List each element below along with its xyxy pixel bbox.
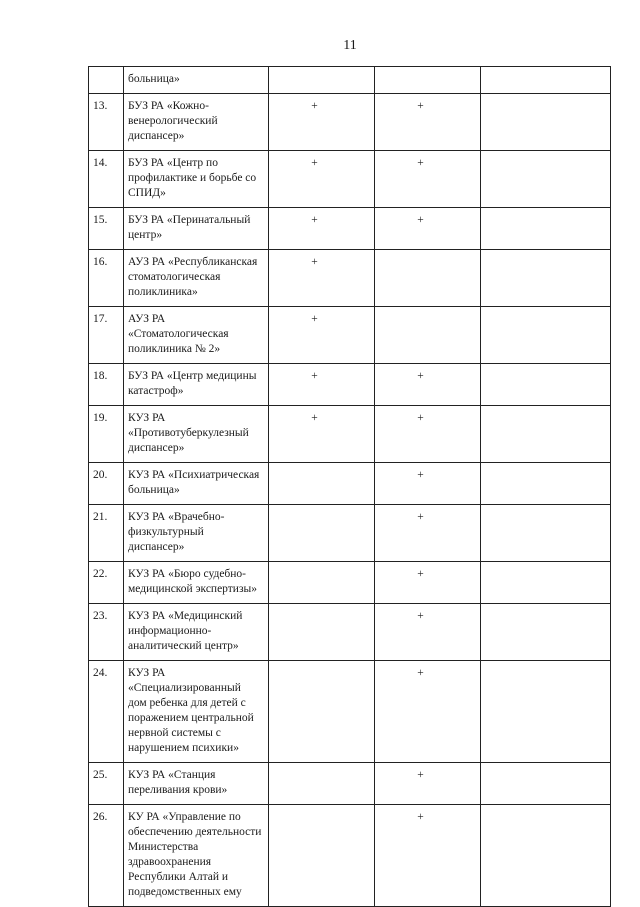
mark-cell-col-a <box>269 604 375 661</box>
mark-cell-col-a: + <box>269 250 375 307</box>
mark-cell-col-a <box>269 67 375 94</box>
institution-name <box>124 604 269 661</box>
institution-name-line: БУЗ РА «Кожно- <box>128 100 209 112</box>
institution-name-line: «Специализированный <box>128 682 241 694</box>
institution-name-line: диспансер» <box>128 541 185 553</box>
mark-cell-col-b <box>375 67 481 94</box>
mark-cell-col-a: + <box>269 406 375 463</box>
institution-name-line: БУЗ РА «Перинатальный <box>128 214 251 226</box>
table-row <box>89 805 611 907</box>
institution-name-line: больница» <box>128 484 180 496</box>
institution-name-line: аналитический центр» <box>128 640 239 652</box>
table-row <box>89 67 611 94</box>
row-number: 22. <box>89 562 124 604</box>
table-row <box>89 94 611 151</box>
mark-cell-col-b: + <box>375 763 481 805</box>
institution-name-line: БУЗ РА «Центр медицины <box>128 370 257 382</box>
mark-cell-col-b: + <box>375 463 481 505</box>
institution-name-line: СПИД» <box>128 187 166 199</box>
mark-cell-col-a <box>269 763 375 805</box>
table-row <box>89 505 611 562</box>
row-number: 17. <box>89 307 124 364</box>
mark-cell-col-b: + <box>375 151 481 208</box>
mark-cell-col-a <box>269 562 375 604</box>
institution-name <box>124 307 269 364</box>
row-number: 16. <box>89 250 124 307</box>
institution-name <box>124 67 269 94</box>
table-row <box>89 307 611 364</box>
mark-cell-col-a <box>269 505 375 562</box>
institution-name-line: поражением центральной <box>128 712 254 724</box>
table-row <box>89 406 611 463</box>
mark-cell-col-c <box>481 661 611 763</box>
mark-cell-col-c <box>481 463 611 505</box>
institution-name-line: АУЗ РА <box>128 313 166 325</box>
row-number: 26. <box>89 805 124 907</box>
mark-cell-col-b: + <box>375 406 481 463</box>
mark-cell-col-b <box>375 250 481 307</box>
mark-cell-col-a: + <box>269 364 375 406</box>
mark-cell-col-b: + <box>375 661 481 763</box>
institution-name-line: стоматологическая <box>128 271 221 283</box>
mark-cell-col-b: + <box>375 805 481 907</box>
table-row <box>89 661 611 763</box>
table-row <box>89 463 611 505</box>
institution-name-line: КУЗ РА «Станция <box>128 769 216 781</box>
row-number: 18. <box>89 364 124 406</box>
institution-name-line: центр» <box>128 229 163 241</box>
institution-name-line: АУЗ РА «Республиканская <box>128 256 258 268</box>
row-number: 21. <box>89 505 124 562</box>
institution-name <box>124 208 269 250</box>
institution-name-line: КУЗ РА «Медицинский <box>128 610 243 622</box>
institution-name-line: Министерства <box>128 841 199 853</box>
institution-name-line: поликлиника № 2» <box>128 343 221 355</box>
mark-cell-col-b: + <box>375 604 481 661</box>
institution-name <box>124 406 269 463</box>
row-number: 14. <box>89 151 124 208</box>
row-number: 23. <box>89 604 124 661</box>
institution-name-line: венерологический <box>128 115 218 127</box>
institution-name-line: «Стоматологическая <box>128 328 229 340</box>
mark-cell-col-c <box>481 805 611 907</box>
mark-cell-col-c <box>481 604 611 661</box>
mark-cell-col-c <box>481 406 611 463</box>
mark-cell-col-b: + <box>375 505 481 562</box>
institution-name-line: КУ РА «Управление по <box>128 811 241 823</box>
institution-name <box>124 562 269 604</box>
row-number: 25. <box>89 763 124 805</box>
institution-name <box>124 805 269 907</box>
table-row <box>89 364 611 406</box>
institution-name-line: КУЗ РА <box>128 667 166 679</box>
institution-name <box>124 364 269 406</box>
institution-name <box>124 94 269 151</box>
row-number: 15. <box>89 208 124 250</box>
institution-name-line: больница» <box>128 73 180 85</box>
mark-cell-col-a <box>269 463 375 505</box>
mark-cell-col-a: + <box>269 151 375 208</box>
row-number <box>89 67 124 94</box>
table-row <box>89 250 611 307</box>
mark-cell-col-c <box>481 208 611 250</box>
mark-cell-col-a: + <box>269 208 375 250</box>
institution-name-line: КУЗ РА «Психиатрическая <box>128 469 260 481</box>
mark-cell-col-b <box>375 307 481 364</box>
mark-cell-col-c <box>481 151 611 208</box>
mark-cell-col-c <box>481 505 611 562</box>
institution-name-line: здравоохранения <box>128 856 212 868</box>
institution-name-line: нервной системы с <box>128 727 221 739</box>
institution-name <box>124 250 269 307</box>
institution-name <box>124 505 269 562</box>
row-number: 13. <box>89 94 124 151</box>
table-row <box>89 208 611 250</box>
table-row <box>89 562 611 604</box>
mark-cell-col-c <box>481 250 611 307</box>
institution-name-line: профилактике и борьбе со <box>128 172 257 184</box>
row-number: 20. <box>89 463 124 505</box>
table-row <box>89 763 611 805</box>
mark-cell-col-c <box>481 67 611 94</box>
institution-name-line: Республики Алтай и <box>128 871 229 883</box>
institution-name <box>124 151 269 208</box>
institution-name-line: нарушением психики» <box>128 742 239 754</box>
table-row <box>89 604 611 661</box>
institution-name-line: медицинской экспертизы» <box>128 583 257 595</box>
institution-name-line: БУЗ РА «Центр по <box>128 157 218 169</box>
row-number: 24. <box>89 661 124 763</box>
page-number: 11 <box>343 38 357 53</box>
institutions-table <box>88 66 611 907</box>
institution-name-line: дом ребенка для детей с <box>128 697 246 709</box>
institution-name-line: подведомственных ему <box>128 886 242 898</box>
institution-name-line: «Противотуберкулезный <box>128 427 249 439</box>
institution-name <box>124 661 269 763</box>
mark-cell-col-b: + <box>375 364 481 406</box>
mark-cell-col-c <box>481 94 611 151</box>
institution-name-line: поликлиника» <box>128 286 198 298</box>
mark-cell-col-a: + <box>269 307 375 364</box>
institution-name-line: КУЗ РА «Врачебно- <box>128 511 225 523</box>
mark-cell-col-a: + <box>269 94 375 151</box>
mark-cell-col-c <box>481 307 611 364</box>
institution-name <box>124 763 269 805</box>
institution-name-line: диспансер» <box>128 130 185 142</box>
institution-name-line: обеспечению деятельности <box>128 826 262 838</box>
institution-name-line: физкультурный <box>128 526 204 538</box>
mark-cell-col-c <box>481 364 611 406</box>
institution-name-line: КУЗ РА «Бюро судебно- <box>128 568 247 580</box>
mark-cell-col-a <box>269 805 375 907</box>
institution-name-line: КУЗ РА <box>128 412 166 424</box>
mark-cell-col-a <box>269 661 375 763</box>
mark-cell-col-b: + <box>375 94 481 151</box>
institution-name-line: переливания крови» <box>128 784 228 796</box>
row-number: 19. <box>89 406 124 463</box>
mark-cell-col-b: + <box>375 208 481 250</box>
institution-name <box>124 463 269 505</box>
institution-name-line: диспансер» <box>128 442 185 454</box>
institution-name-line: информационно- <box>128 625 212 637</box>
mark-cell-col-c <box>481 562 611 604</box>
mark-cell-col-c <box>481 763 611 805</box>
table-row <box>89 151 611 208</box>
institution-name-line: катастроф» <box>128 385 184 397</box>
mark-cell-col-b: + <box>375 562 481 604</box>
